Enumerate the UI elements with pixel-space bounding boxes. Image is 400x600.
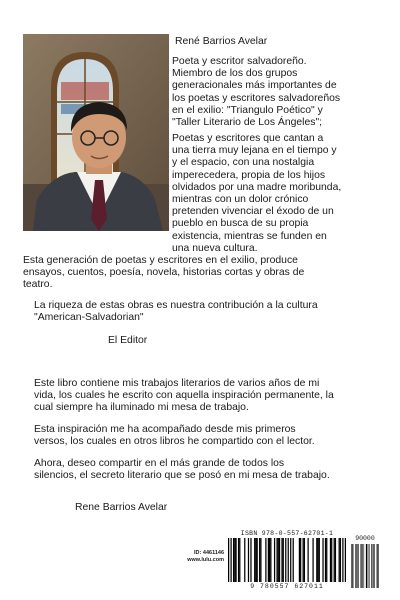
barcode-bar	[319, 538, 320, 582]
book-paragraph-1: Este libro contiene mis trabajos literarios de varios años de mi vida, los cuales he escrito con aquella inspiración permanente, la cual siempre ha iluminado mi mesa de trabajo.	[34, 378, 334, 414]
editor-signature: El Editor	[108, 335, 148, 346]
barcode-bar	[278, 538, 279, 582]
barcode-bar	[300, 538, 301, 582]
addon-bar	[373, 544, 374, 588]
addon-bar	[377, 544, 378, 588]
author-photo	[23, 34, 169, 231]
barcode-bar	[322, 538, 323, 582]
barcode-bar	[340, 538, 341, 582]
author-signature: Rene Barrios Avelar	[75, 502, 168, 513]
barcode-bar	[233, 538, 234, 582]
barcode-bar	[270, 538, 271, 582]
barcode-bar	[259, 538, 260, 582]
author-name: René Barrios Avelar	[175, 36, 268, 47]
barcode-bar	[299, 538, 300, 582]
barcode-bar	[276, 538, 277, 582]
barcode-bar	[345, 538, 346, 582]
barcode-bar	[334, 538, 335, 582]
barcode-bar	[279, 538, 280, 582]
addon-bar	[353, 544, 354, 588]
barcode-bar	[339, 538, 340, 582]
barcode-bar	[257, 538, 258, 582]
addon-bar	[362, 544, 363, 588]
barcode-bar	[274, 538, 275, 582]
barcode-bar	[248, 538, 249, 582]
barcode-bar	[317, 538, 318, 582]
barcode-bar	[269, 538, 270, 582]
addon-bar	[352, 544, 353, 588]
addon-bar	[368, 544, 369, 588]
barcode-bar	[250, 538, 251, 582]
addon-bar	[351, 544, 352, 588]
addon-bar	[372, 544, 373, 588]
barcode-bar	[239, 538, 240, 582]
barcode-bar	[316, 538, 317, 582]
addon-bar	[369, 544, 370, 588]
price-code: 90000	[355, 535, 375, 542]
barcode-bar	[254, 538, 255, 582]
barcode-bar	[244, 538, 245, 582]
barcode-bar	[290, 538, 291, 582]
addon-bar	[364, 544, 365, 588]
barcode-bar	[312, 538, 313, 582]
barcode-bar	[281, 538, 282, 582]
barcode-bar	[234, 538, 235, 582]
barcode-bar	[238, 538, 239, 582]
isbn-barcode	[227, 530, 379, 592]
isbn-label: ISBN 978-0-557-62701-1	[240, 530, 334, 537]
isbn-digits: 9 780557 627011	[250, 583, 324, 590]
barcode-bar	[288, 538, 289, 582]
addon-bar	[374, 544, 375, 588]
barcode-bar	[325, 538, 326, 582]
barcode-bar	[330, 538, 331, 582]
book-paragraph-2: Esta inspiración me ha acompañado desde mis primeros versos, los cuales en otros libros he compartido con el lector.	[34, 424, 315, 448]
publisher-id: ID: 4461146	[194, 550, 224, 556]
barcode-bar	[260, 538, 261, 582]
addon-bar	[358, 544, 359, 588]
addon-bar	[361, 544, 362, 588]
addon-bar	[361, 544, 362, 588]
barcode-bar	[283, 538, 284, 582]
barcode-bar	[331, 538, 332, 582]
barcode-bar	[265, 538, 266, 582]
barcode-bar	[235, 538, 236, 582]
author-portrait-image	[23, 34, 169, 231]
addon-bar	[377, 544, 378, 588]
barcode-bar	[304, 538, 305, 582]
barcode-bar	[228, 538, 229, 582]
bio-paragraph-2: Poetas y escritores que cantan a una tierra muy lejana en el tiempo y y el espacio, con una nostalgia imperecedera, propia de los hijos olvidados por una madre moribunda, mientras con un dolor crónico pretenden vivenciar el éxodo de un pueblo en busca de su propia existencia, mientras se funden en una nueva cultura.	[172, 133, 342, 254]
barcode-bar	[293, 538, 294, 582]
addon-bar	[356, 544, 357, 588]
generation-paragraph: Esta generación de poetas y escritores en el exilio, produce ensayos, cuentos, poesía, novela, historias cortas y obras de teatro.	[23, 255, 305, 291]
addon-bar	[355, 544, 356, 588]
barcode-bar	[303, 538, 304, 582]
barcode-bar	[326, 538, 327, 582]
barcode-bar	[342, 538, 343, 582]
book-paragraph-3: Ahora, deseo compartir en el más grande de todos los silencios, el secreto literario que se posó en mi mesa de trabajo.	[34, 458, 330, 482]
publisher-info	[172, 550, 224, 564]
barcode-bar	[230, 538, 231, 582]
barcode-bar	[335, 538, 336, 582]
barcode-bar	[268, 538, 269, 582]
addon-bar	[357, 544, 358, 588]
addon-bar	[366, 544, 367, 588]
barcode-bar	[307, 538, 308, 582]
addon-bar	[378, 544, 379, 588]
publisher-site: www.lulu.com	[187, 557, 224, 563]
barcode-bar	[285, 538, 286, 582]
contribution-paragraph: La riqueza de estas obras es nuestra contribución a la cultura "American-Salvadorian"	[34, 300, 318, 324]
barcode-bar	[255, 538, 256, 582]
addon-bar	[366, 544, 367, 588]
addon-bar	[371, 544, 372, 588]
bio-paragraph-1: Poeta y escritor salvadoreño. Miembro de los dos grupos generacionales más importantes de los poetas y escritores salvadoreños en el exilio: "Triangulo Poético" y "Taller Literario de Los Ángeles";	[172, 56, 341, 129]
